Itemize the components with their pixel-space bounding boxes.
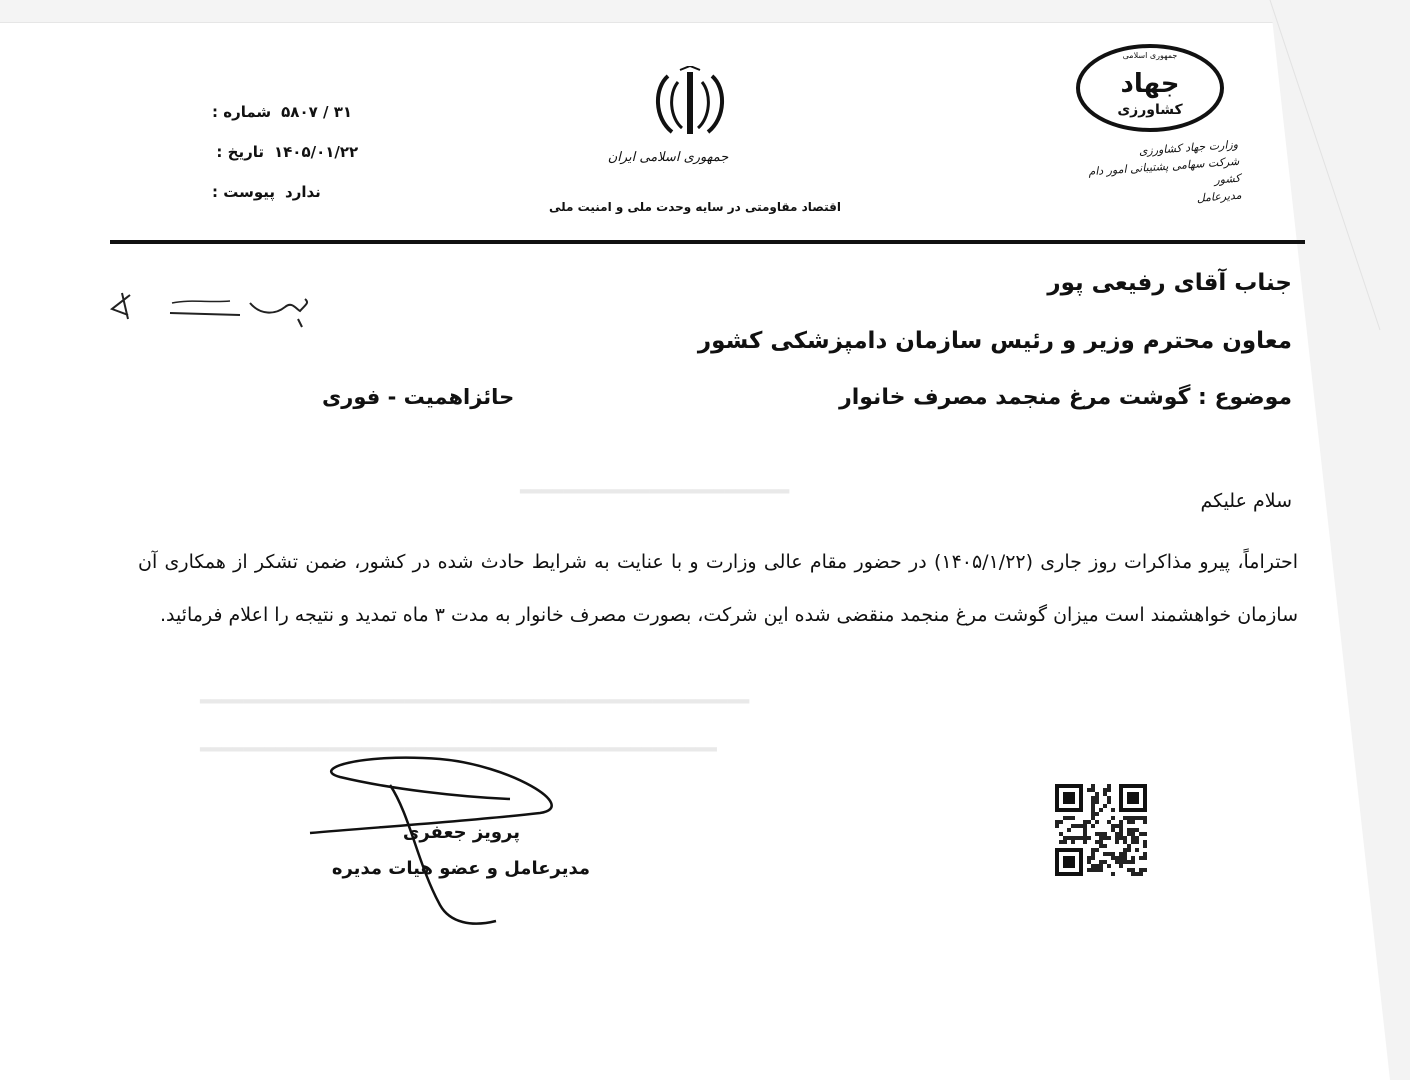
emblem-caption: جمهوری اسلامی ایران bbox=[607, 150, 729, 165]
priority-label: حائزاهمیت - فوری bbox=[322, 385, 515, 409]
number-value: ۳۱ / ۵۸۰۷ bbox=[281, 103, 353, 121]
qr-code-icon bbox=[1055, 784, 1147, 876]
number-row bbox=[212, 92, 392, 132]
addressee-title: معاون محترم وزیر و رئیس سازمان دامپزشکی کشور bbox=[697, 328, 1292, 354]
handwritten-attachment-note bbox=[100, 285, 320, 335]
top-band bbox=[0, 0, 1410, 23]
org-line-2: شرکت سهامی پشتیبانی امور دام کشور bbox=[1087, 154, 1241, 187]
organization-lines bbox=[1058, 136, 1242, 216]
bleed-through-text: ▂▂▂▂▂▂▂▂▂▂▂▂▂▂▂▂▂▂▂▂▂▂▂▂▂ bbox=[520, 478, 790, 494]
attachment-label: پیوست : bbox=[212, 183, 276, 201]
svg-text:جهاد: جهاد bbox=[1120, 69, 1180, 99]
attachment-value: ندارد bbox=[285, 183, 321, 201]
date-row bbox=[212, 132, 392, 172]
ministry-seal-logo bbox=[1070, 40, 1230, 140]
addressee-name: جناب آقای رفیعی پور bbox=[1047, 270, 1292, 296]
header-rule bbox=[110, 240, 1305, 244]
letter-body: احتراماً، پیرو مذاکرات روز جاری (۱۴۰۵/۱/۲۲) در حضور مقام عالی وزارت و با عنایت به شرایط حادث شده در کشور، ضمن تشکر از همکاری آن سازمان خواهشمند است میزان گوشت مرغ منجمد منقضی شده این شرکت، بصورت مصرف خانوار به مدت ۳ ماه تمدید و نتیجه را اعلام فرمائید. bbox=[138, 551, 1298, 626]
signer-name: پرویز جعفری bbox=[402, 822, 520, 843]
letter-meta bbox=[212, 92, 392, 212]
org-line-3: مدیرعامل bbox=[1196, 188, 1243, 205]
date-value: ۱۴۰۵/۰۱/۲۲ bbox=[274, 143, 359, 161]
svg-text:کشاورزی: کشاورزی bbox=[1117, 102, 1183, 118]
org-line-1: وزارت جهاد کشاورزی bbox=[1138, 137, 1239, 158]
bleed-through-text: ▂▂▂▂▂▂▂▂▂▂▂▂▂▂▂▂▂▂▂▂▂▂▂▂▂▂▂▂▂▂▂▂▂▂▂▂▂▂▂▂▂▂▂▂▂▂▂▂▂▂▂ bbox=[200, 688, 750, 704]
greeting: سلام علیکم bbox=[1200, 490, 1292, 512]
slogan: اقتصاد مقاومتی در سایه وحدت ملی و امنیت ملی bbox=[549, 200, 841, 214]
signer-title: مدیرعامل و عضو هیات مدیره bbox=[331, 858, 590, 879]
number-label: شماره : bbox=[212, 103, 272, 121]
handwritten-signature bbox=[300, 755, 630, 935]
date-label: تاریخ : bbox=[216, 143, 264, 161]
svg-text:جمهوری اسلامی: جمهوری اسلامی bbox=[1122, 51, 1178, 60]
national-emblem-icon bbox=[650, 66, 730, 142]
attachment-row bbox=[212, 172, 392, 212]
letter-subject: موضوع : گوشت مرغ منجمد مصرف خانوار bbox=[839, 385, 1292, 410]
bleed-through-text: ▂▂▂▂▂▂▂▂▂▂▂▂▂▂▂▂▂▂▂▂▂▂▂▂▂▂▂▂▂▂▂▂▂▂▂▂▂▂▂▂▂▂▂▂▂▂▂▂ bbox=[200, 736, 717, 752]
